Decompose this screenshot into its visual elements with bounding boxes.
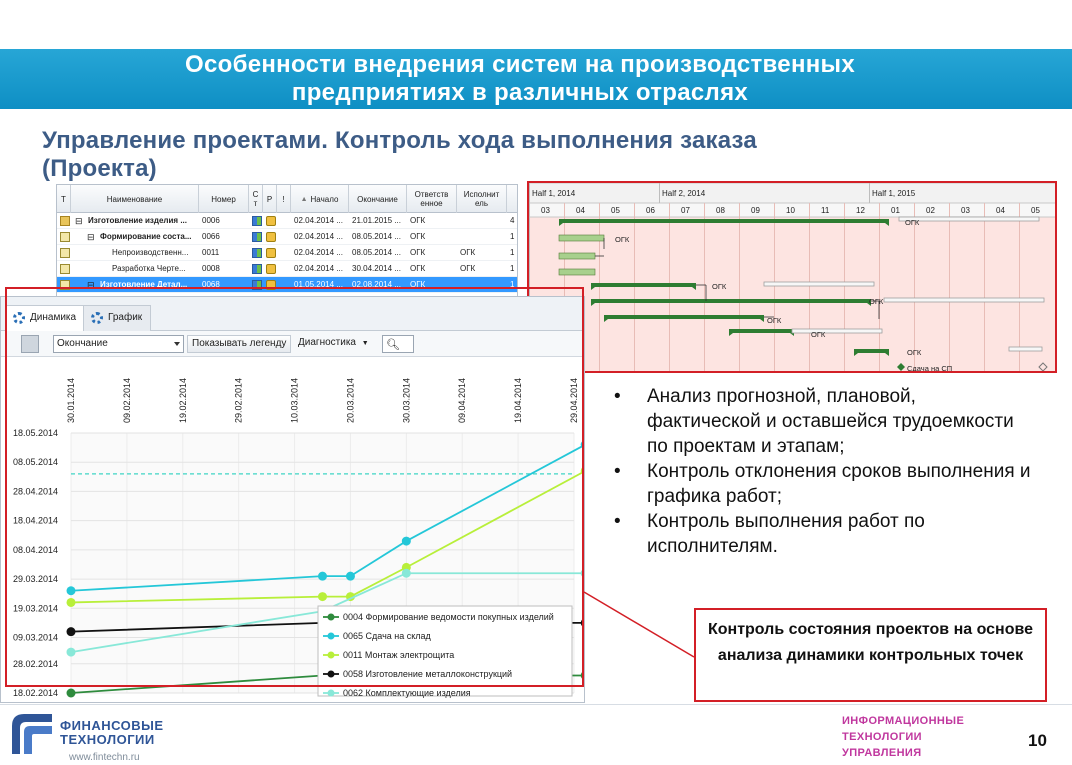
gantt-month-label: 04 — [576, 206, 585, 215]
x-tick-label: 29.04.2014 — [569, 377, 579, 423]
gantt-month-label: 11 — [821, 206, 830, 215]
show-legend-button[interactable]: Показывать легенду — [187, 335, 291, 353]
cell-end: 08.05.2014 ... — [352, 248, 401, 257]
x-tick-label: 30.01.2014 — [66, 377, 76, 423]
series-point[interactable] — [402, 537, 411, 546]
status-icon — [252, 232, 262, 242]
gantt-month-label: 05 — [1031, 206, 1040, 215]
gantt-plan-bar — [899, 217, 1039, 221]
cell-extra: 4 — [510, 216, 515, 225]
legend-swatch-dot — [328, 652, 335, 659]
cell-number: 0068 — [202, 280, 220, 289]
gantt-summary-bar[interactable] — [591, 299, 871, 303]
gantt-bar-label: ОГК — [811, 330, 826, 339]
cell-exec: ОГК — [460, 264, 476, 273]
col-number[interactable]: Номер — [199, 185, 249, 213]
tab-bar — [1, 297, 584, 331]
gantt-month-label: 09 — [751, 206, 760, 215]
tagline-line1: ИНФОРМАЦИОННЫЕ — [842, 715, 965, 727]
y-tick-label: 18.04.2014 — [13, 515, 59, 526]
gantt-plan-bar — [764, 282, 874, 286]
legend-swatch-dot — [328, 633, 335, 640]
collapse-toggle-icon[interactable]: ⊟ — [87, 232, 95, 242]
cell-extra: 1 — [510, 232, 515, 241]
magnifier-icon: 🔍︎ — [386, 339, 400, 351]
print-icon[interactable] — [21, 335, 39, 353]
gantt-bar-label: Сдача на СП — [907, 364, 953, 373]
gantt-month-label: 05 — [611, 206, 620, 215]
dynamics-chart[interactable] — [1, 359, 585, 703]
collapse-toggle-icon[interactable]: ⊟ — [75, 216, 83, 226]
lock-icon — [266, 232, 276, 242]
gantt-bar-label: ОГК — [905, 218, 920, 227]
chevron-down-icon: ▼ — [361, 340, 369, 347]
field-combo[interactable] — [53, 335, 184, 353]
col-end[interactable]: Окончание — [349, 185, 407, 213]
chevron-down-icon — [174, 342, 180, 346]
x-tick-label: 10.03.2014 — [289, 377, 300, 423]
gantt-plan-bar — [884, 298, 1044, 302]
status-icon — [252, 216, 262, 226]
cell-exec: ОГК — [460, 248, 476, 257]
status-icon — [252, 280, 262, 290]
cell-start: 02.04.2014 ... — [294, 248, 343, 257]
table-row[interactable] — [57, 213, 517, 229]
legend-swatch-dot — [328, 614, 335, 621]
milestone-plan-icon — [1039, 363, 1047, 371]
zoom-search-icon[interactable] — [382, 335, 414, 353]
table-row[interactable] — [57, 277, 517, 293]
milestone-icon — [897, 363, 905, 371]
task-icon — [60, 280, 70, 290]
cell-resp: ОГК — [410, 232, 426, 241]
series-point[interactable] — [67, 648, 76, 657]
task-icon — [60, 264, 70, 274]
grid-header — [57, 185, 517, 213]
x-tick-label: 30.03.2014 — [401, 377, 412, 423]
lock-icon — [266, 280, 276, 290]
company-url[interactable]: www.fintechn.ru — [69, 752, 140, 763]
col-type[interactable]: Т — [57, 185, 71, 213]
footer-tagline — [842, 713, 964, 761]
col-executor[interactable]: Исполнит ель — [457, 185, 507, 213]
lock-icon — [266, 248, 276, 258]
gantt-month-label: 08 — [716, 206, 725, 215]
gantt-task-bar[interactable] — [559, 269, 595, 275]
gantt-month-label: 07 — [681, 206, 690, 215]
gantt-summary-bar[interactable] — [591, 283, 696, 287]
sort-up-icon: ▲ — [300, 195, 308, 203]
x-tick-label: 20.03.2014 — [345, 377, 356, 423]
gantt-month-label: 04 — [996, 206, 1005, 215]
tab-dynamics-label: Динамика — [30, 312, 77, 323]
gantt-month-label: 06 — [646, 206, 655, 215]
table-row[interactable] — [57, 245, 517, 261]
gantt-half-label: Half 1, 2014 — [532, 189, 576, 198]
callout-line — [584, 592, 694, 657]
cell-extra: 1 — [510, 264, 515, 273]
gantt-half-label: Half 1, 2015 — [872, 189, 916, 198]
tagline-line3: УПРАВЛЕНИЯ — [842, 747, 922, 759]
series-point[interactable] — [581, 466, 585, 475]
cell-number: 0011 — [202, 248, 220, 257]
task-icon — [60, 232, 70, 242]
col-flag[interactable]: ! — [277, 185, 291, 213]
gantt-bar-label: ОГК — [712, 282, 727, 291]
bullet-item: • Контроль выполнения работ по исполнителям. — [612, 509, 1032, 559]
series-point[interactable] — [318, 592, 327, 601]
col-name[interactable]: Наименование — [71, 185, 199, 213]
task-icon — [60, 248, 70, 258]
subtitle-line1: Управление проектами. Контроль хода выполнения заказа — [42, 127, 757, 154]
x-tick-label: 09.02.2014 — [121, 377, 132, 423]
gantt-month-label: 03 — [541, 206, 550, 215]
legend-label: 0004 Формирование ведомости покупных изделий — [343, 612, 554, 622]
series-point[interactable] — [67, 689, 76, 698]
series-point[interactable] — [402, 569, 411, 578]
gantt-bar-label: ОГК — [767, 316, 782, 325]
gantt-month-label: 03 — [961, 206, 970, 215]
field-combo-value: Окончание — [57, 338, 108, 349]
diagnostics-label: Диагностика — [298, 337, 356, 348]
table-row[interactable] — [57, 261, 517, 277]
cell-resp: ОГК — [410, 248, 426, 257]
gantt-task-bar[interactable] — [559, 253, 595, 259]
series-point[interactable] — [67, 627, 76, 636]
y-tick-label: 18.02.2014 — [13, 688, 59, 698]
cell-start: 02.04.2014 ... — [294, 232, 343, 241]
gantt-bar-label: ОГК — [615, 235, 630, 244]
cell-resp: ОГК — [410, 216, 426, 225]
cell-end: 30.04.2014 ... — [352, 264, 401, 273]
cell-number: 0006 — [202, 216, 220, 225]
tab-dynamics[interactable] — [5, 305, 85, 332]
y-tick-label: 09.03.2014 — [13, 632, 59, 643]
gantt-month-label: 10 — [786, 206, 795, 215]
cell-exec — [457, 229, 507, 245]
slide-title-line1: Особенности внедрения систем на производственных — [185, 51, 855, 78]
series-point[interactable] — [67, 598, 76, 607]
series-point[interactable] — [581, 618, 585, 627]
title-band — [0, 49, 1072, 109]
series-point[interactable] — [67, 586, 76, 595]
x-tick-label: 19.04.2014 — [513, 377, 524, 423]
chart-legend — [318, 606, 572, 698]
gantt-month-label: 12 — [856, 206, 865, 215]
y-tick-label: 08.05.2014 — [13, 457, 59, 468]
legend-label: 0011 Монтаж электрощита — [343, 650, 455, 660]
cell-exec — [457, 277, 507, 293]
table-row[interactable] — [57, 229, 517, 245]
gantt-chart[interactable] — [527, 181, 1057, 373]
project-tree-grid[interactable] — [56, 184, 518, 300]
gear-icon — [13, 312, 25, 324]
bullet-item: • Контроль отклонения сроков выполнения и графика работ; — [612, 459, 1032, 509]
x-tick-label: 29.02.2014 — [233, 377, 244, 423]
cell-start: 01.05.2014 ... — [294, 280, 343, 289]
col-st[interactable]: С т — [249, 185, 263, 213]
tagline-line2: ТЕХНОЛОГИИ — [842, 731, 922, 743]
cell-name: Непроизводственн... — [112, 248, 189, 257]
gantt-half-header — [529, 183, 1057, 203]
gantt-canvas — [529, 183, 1057, 373]
gantt-month-label: 01 — [891, 206, 900, 215]
cell-exec — [457, 213, 507, 229]
folder-icon — [60, 216, 70, 226]
series-point[interactable] — [581, 569, 585, 578]
logo-line2: ТЕХНОЛОГИИ — [60, 732, 155, 747]
gantt-bar-label: ОГК — [869, 297, 884, 306]
dynamics-window — [0, 296, 585, 703]
subtitle-line2: (Проекта) — [42, 155, 157, 182]
y-tick-label: 28.02.2014 — [13, 658, 59, 669]
gantt-task-bar[interactable] — [559, 235, 604, 241]
status-icon — [252, 248, 262, 258]
cell-extra: 1 — [510, 248, 515, 257]
y-tick-label: 28.04.2014 — [13, 486, 59, 497]
gantt-plan-bar — [792, 329, 882, 333]
y-tick-label: 29.03.2014 — [13, 574, 59, 585]
status-icon — [252, 264, 262, 274]
legend-label: 0065 Сдача на склад — [343, 631, 431, 641]
gantt-plan-bar — [1009, 347, 1042, 351]
gantt-bar-label: ОГК — [907, 348, 922, 357]
company-logo-text — [60, 719, 164, 747]
tab-graph-label: График — [108, 312, 143, 323]
col-responsible[interactable]: Ответств енное — [407, 185, 457, 213]
tab-graph[interactable] — [83, 305, 151, 331]
callout-box: Контроль состояния проектов на основе анализа динамики контрольных точек — [694, 608, 1047, 702]
collapse-toggle-icon[interactable]: ⊟ — [87, 280, 95, 290]
page-number: 10 — [1028, 731, 1047, 750]
cell-resp: ОГК — [410, 280, 426, 289]
cell-extra: 1 — [510, 280, 515, 289]
cell-name: Разработка Черте... — [112, 264, 186, 273]
cell-name: Изготовление изделия ... — [88, 216, 187, 225]
footer-divider — [0, 704, 1072, 705]
x-tick-label: 19.02.2014 — [177, 377, 188, 423]
slide-title-line2: предприятиях в различных отраслях — [291, 79, 749, 106]
series-point[interactable] — [581, 671, 585, 680]
bullet-list — [612, 384, 1032, 559]
col-start-label: Начало — [310, 194, 339, 204]
company-logo-icon — [10, 712, 54, 756]
cell-resp: ОГК — [410, 264, 426, 273]
series-point[interactable] — [318, 572, 327, 581]
bullet-item: • Анализ прогнозной, плановой, фактической и оставшейся трудоемкости по проектам и этапам; — [612, 384, 1032, 459]
gantt-half-label: Half 2, 2014 — [662, 189, 706, 198]
cell-end: 21.01.2015 ... — [352, 216, 401, 225]
legend-swatch-dot — [328, 690, 335, 697]
gantt-summary-bar[interactable] — [559, 219, 889, 223]
legend-label: 0062 Комплектующие изделия — [343, 688, 471, 698]
y-tick-label: 08.04.2014 — [13, 544, 59, 555]
gantt-summary-bar[interactable] — [604, 315, 764, 319]
gear-icon — [91, 312, 103, 324]
x-tick-label: 09.04.2014 — [457, 377, 468, 423]
slide-subtitle — [42, 127, 757, 183]
gantt-summary-bar[interactable] — [854, 349, 889, 353]
series-point[interactable] — [581, 440, 585, 449]
series-point[interactable] — [346, 572, 355, 581]
lock-icon — [266, 216, 276, 226]
cell-end: 08.05.2014 ... — [352, 232, 401, 241]
cell-number: 0008 — [202, 264, 220, 273]
y-tick-label: 19.03.2014 — [13, 603, 59, 614]
lock-icon — [266, 264, 276, 274]
cell-start: 02.04.2014 ... — [294, 264, 343, 273]
gantt-summary-bar[interactable] — [729, 329, 794, 333]
logo-line1: ФИНАНСОВЫЕ — [60, 718, 164, 733]
legend-swatch-dot — [328, 671, 335, 678]
legend-label: 0058 Изготовление металлоконструкций — [343, 669, 513, 679]
col-start[interactable] — [291, 185, 349, 213]
gantt-month-label: 02 — [926, 206, 935, 215]
cell-start: 02.04.2014 ... — [294, 216, 343, 225]
y-tick-label: 18.05.2014 — [13, 428, 59, 438]
cell-name: Изготовление Детал... — [100, 280, 188, 289]
cell-end: 02.08.2014 ... — [352, 280, 401, 289]
col-r[interactable]: Р — [263, 185, 277, 213]
diagnostics-dropdown[interactable] — [298, 335, 379, 353]
cell-name: Формирование соста... — [100, 232, 192, 241]
cell-number: 0066 — [202, 232, 220, 241]
chart-toolbar — [1, 331, 584, 357]
